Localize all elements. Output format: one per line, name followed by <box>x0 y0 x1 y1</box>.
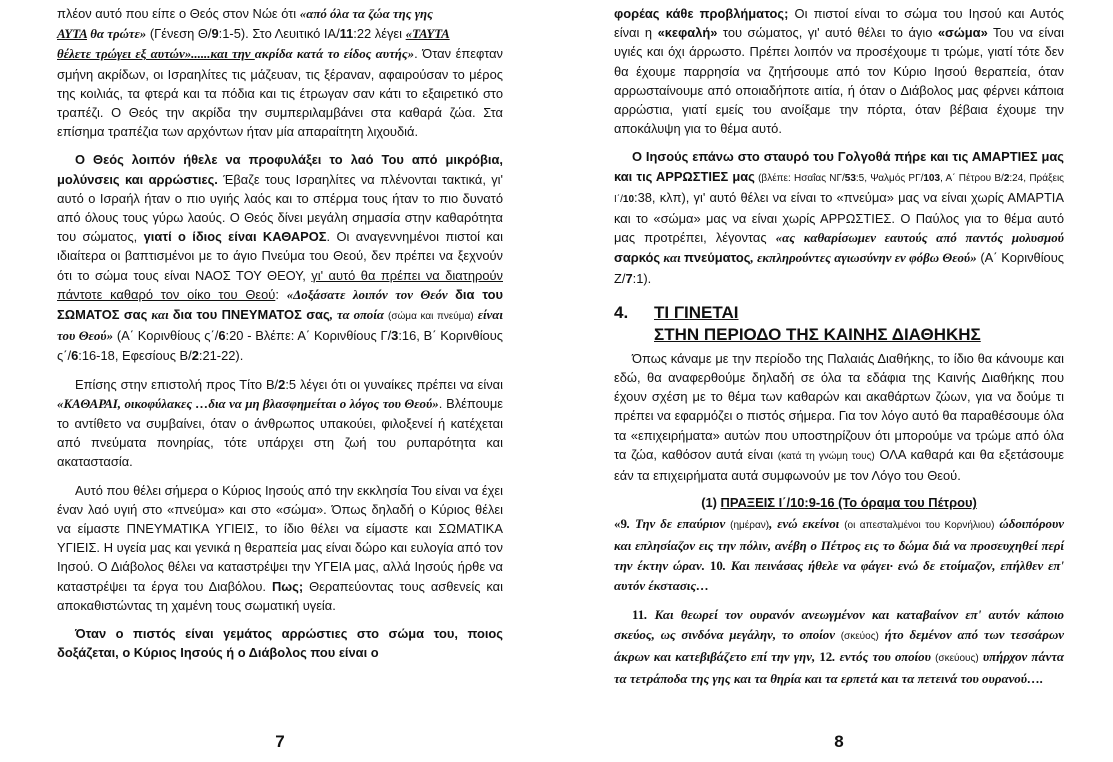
paragraph: Ο Θεός λοιπόν ήθελε να προφυλάξει το λαό Του από μικρόβια, μολύνσεις και αρρώστιες. Έβαζε τους Ισραηλίτες να πλένονται τακτικά, γι' αυτό ο Ισραήλ ήταν ο πιο υγιής λαός και το σπέρμα τους ήταν το πιο δυνατό από όλους τους γύρω λαούς. Ο Θεός δίνει μεγάλη σημασία στην καθαρότητα του σώματος, γιατί ο ίδιος είναι ΚΑΘΑΡΟΣ. Οι αναγεννημένοι πιστοί και ιδιαίτερα οι βαπτισμένοι με το άγιο Πνεύμα του Θεού, δεν πρέπει να ξεχνούν ότι το σώμα τους είναι ΝΑΟΣ ΤΟΥ ΘΕΟΥ, γι' αυτό θα πρέπει να διατηρούν πάντοτε καθαρό τον οίκο του Θεού: «Δοξάσατε λοιπόν τον Θεόν δια του ΣΩΜΑΤΟΣ σας και δια του ΠΝΕΥΜΑΤΟΣ σας, τα οποία (σώμα και πνεύμα) είναι του Θεού» (Α΄ Κορινθίους ς΄/6:20 - Βλέπε: Α΄ Κορινθίους Γ/3:16, Β΄ Κορινθίους ς΄/6:16-18, Εφεσίους Β/2:21-22). <box>57 152 504 364</box>
subheading: (1) ΠΡΑΞΕΙΣ Ι΄/10:9-16 (Το όραμα του Πέτρου) <box>701 495 977 511</box>
section-heading: 4. ΤΙ ΓΙΝΕΤΑΙ <box>614 302 739 322</box>
paragraph: πλέον αυτό που είπε ο Θεός στον Νώε ότι «από όλα τα ζώα της γης ΑΥΤΑ θα τρώτε» (Γένεση Θ/9:1-5). Στο Λευιτικό ΙΑ/11:22 λέγει «ΤΑΥΤΑ θέλετε τρώγει εξ αυτών»......και την ακρίδα κατά το είδος αυτής». Όταν έπεφταν σμήνη ακρίδων, οι Ισραηλίτες τις μάζευαν, τις ξέραναν, αφαιρούσαν το μέρος της κοιλιάς, τα φτερά και τα πόδια και τις έτρωγαν σαν κάτι το εξαιρετικό στο τραπέζι. Ο Θεός την ακρίδα την συμπεριλαμβάνει στα καθαρά ζώα. Στα επίσημα τραπέζια των αρχόντων ήταν μία απαραίτητη λιχουδιά. <box>57 6 503 140</box>
paragraph: Όταν ο πιστός είναι γεμάτος αρρώστιες στο σώμα του, ποιος δοξάζεται, ο Κύριος Ιησούς ή ο Διάβολος που είναι ο <box>57 626 503 661</box>
paragraph: Αυτό που θέλει σήμερα ο Κύριος Ιησούς από την εκκλησία Του είναι να έχει έναν λαό υγιή στο «πνεύμα» και στο «σώμα». Όπως δηλαδή ο Κύριος θέλει να είμαστε ΠΝΕΥΜΑΤΙΚΑ ΥΓΙΕΙΣ, το ίδιο θέλει να είμαστε και ΣΩΜΑΤΙΚΑ ΥΓΙΕΙΣ. Η υγεία μας και γενικά η θεραπεία μας είναι δώρο και ευλογία από τον Ιησού. Ο Διάβολος θέλει να καταστρέψει την ΥΓΕΙΑ μας, αλλά Ιησούς ήρθε να καταστρέψει τα έργα του Διαβόλου. Πως; Θεραπεύοντας τους ασθενείς και αποκαθιστώντας τη χαμένη τους σωματική υγεία. <box>57 482 503 613</box>
quote-paragraph: 11. Και θεωρεί τον ουρανόν ανεωγμένον και καταβαίνον επ' αυτόν κάποιο σκεύος, ως σινδόνα μεγάλην, το οποίον (σκεύος) ήτο δεμένον από των τεσσάρων άκρων και κατεβιβάζετο επί την γην, 12. εντός του οποίου (σκεύους) υπήρχον πάντα τα τετράποδα της γης και τα θηρία και τα ερπετά και τα πετεινά του ουρανού…. <box>614 608 1064 687</box>
page-number: 7 <box>275 732 285 751</box>
left-page <box>57 4 503 762</box>
paragraph: Όπως κάναμε με την περίοδο της Παλαιάς Διαθήκης, το ίδιο θα κάνουμε και εδώ, θα αναφερθούμε δηλαδή σε όλα τα εδάφια της Καινής Διαθήκης που έχουν σχέση με το θέμα των καθαρών και ακαθάρτων ζώων, για να δούμε τι πρέπει να εφαρμόζει ο πιστός σήμερα. Για τον λόγο αυτό θα παραθέσουμε όλα τα «επιχειρήματα» αυτών που υποστηρίζουν ότι μπορούμε να τρώμε από όλα τα ζώα, καθόσον αυτά είναι (κατά τη γνώμη τους) ΟΛΑ καθαρά και θα εξετάσουμε εάν τα επιχειρήματα αυτά συμφωνούν με τον Λόγο του Θεού. <box>614 350 1064 484</box>
right-page <box>614 4 1064 762</box>
scripture-quote <box>614 514 1064 689</box>
section-heading-line2: ΣΤΗΝ ΠΕΡΙΟΔΟ ΤΗΣ ΚΑΙΝΗΣ ΔΙΑΘΗΚΗΣ <box>654 324 981 344</box>
paragraph: φορέας κάθε προβλήματος; Οι πιστοί είναι το σώμα του Ιησού και Αυτός είναι η «κεφαλή» του σώματος, γι' αυτό θέλει το άγιο «σώμα» Του να είναι υγιές και όχι άρρωστο. Πρέπει λοιπόν να προσέχουμε τι τρώμε, γιατί τότε δεν θα έχουμε παρρησία να ζητήσουμε από τον Κύριο Ιησού θεραπεία, όταν αρρωσταίνουμε από οποιαδήποτε αιτία, ή όταν ο Διάβολος μας φέρνει κάποια αρρώστια, γιατί εμείς του ανοίξαμε την πόρτα, όταν βέβαια έχουμε την αποκάλυψη για το θέμα αυτό. <box>614 6 1064 137</box>
paragraph: Επίσης στην επιστολή προς Τίτο Β/2:5 λέγει ότι οι γυναίκες πρέπει να είναι «ΚΑΘΑΡΑΙ, οικοφύλακες …δια να μη βλασφημείται ο λόγος του Θεού». Βλέπουμε το αντίθετο να συμβαίνει, όταν ο άνθρωπος υπακούει, φιλοξενεί ή κατέχεται από πνεύματα πονηρίας, τότε υπάρχει στη ζωή του ρυπαρότητα και ακαταστασία. <box>57 376 503 470</box>
paragraph: Ο Ιησούς επάνω στο σταυρό του Γολγοθά πήρε και τις ΑΜΑΡΤΙΕΣ μας και τις ΑΡΡΩΣΤΙΕΣ μας (βλέπε: Ησαΐας ΝΓ/53:5, Ψαλμός ΡΓ/103, Α΄ Πέτρου Β/2:24, Πράξεις Ι΄/10:38, κλπ), γι' αυτό θέλει να είναι το «πνεύμα» μας να είναι χωρίς ΑΜΑΡΤΙΑ και το «σώμα» μας να είναι χωρίς ΑΡΡΩΣΤΙΕΣ. Ο Παύλος για το θέμα αυτό μας προτρέπει, λέγοντας «ας καθαρίσωμεν εαυτούς από παντός μολυσμού σαρκός και πνεύματος, εκπληρούντες αγιωσύνην εν φόβω Θεού» (Α΄ Κορινθίους Ζ/7:1). <box>614 149 1064 286</box>
quote-paragraph: «9. Την δε επαύριον (ημέραν), ενώ εκείνοι (οι απεσταλμένοι του Κορνήλιου) ώδοιπόρουν και επλησίαζον εις την πόλιν, ανέβη ο Πέτρος εις το δώμα διά να προσευχηθεί περί την έκτην ώραν. 10. Και πεινάσας ήθελε να φάγει· ενώ δε ετοίμαζον, επήλθεν επ' αυτόν έκστασις… <box>614 517 1064 594</box>
page-number: 8 <box>834 732 844 751</box>
